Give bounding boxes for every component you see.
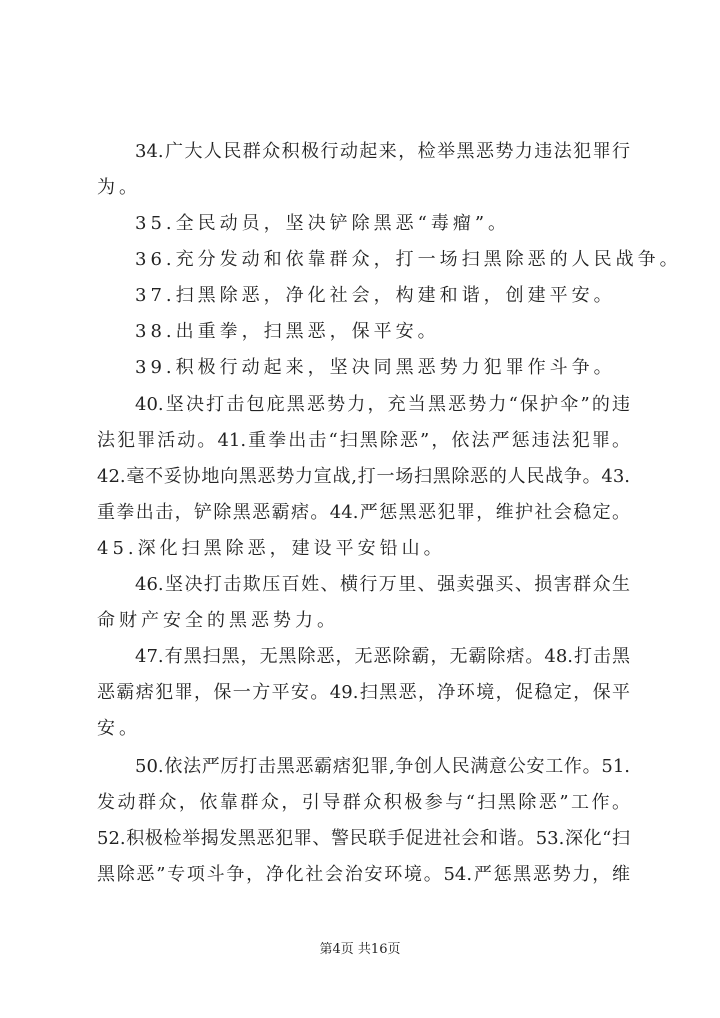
- text-line: 34.广大人民群众积极行动起来，检举黑恶势力违法犯罪行: [135, 141, 630, 162]
- text-line: 46.坚决打击欺压百姓、横行万里、强卖强买、损害群众生: [135, 574, 630, 595]
- text-line: 恶霸痞犯罪，保一方平安。49.扫黑恶，净环境，促稳定，保平: [97, 682, 630, 703]
- text-line: 47.有黑扫黑，无黑除恶，无恶除霸，无霸除痞。48.打击黑: [135, 646, 630, 667]
- text-line: 35.全民动员，坚决铲除黑恶“毒瘤”。: [135, 213, 511, 234]
- text-line: 发动群众，依靠群众，引导群众积极参与“扫黑除恶”工作。: [97, 792, 630, 813]
- text-line: 50.依法严厉打击黑恶霸痞犯罪,争创人民满意公安工作。51.: [135, 756, 630, 777]
- text-line: 52.积极检举揭发黑恶犯罪、警民联手促进社会和谐。53.深化“扫: [97, 828, 630, 849]
- text-line: 38.出重拳，扫黑恶，保平安。: [135, 321, 440, 342]
- text-line: 命财产安全的黑恶势力。: [97, 610, 339, 631]
- text-line: 45.深化扫黑除恶，建设平安铅山。: [97, 538, 446, 559]
- text-line: 36.充分发动和依靠群众，打一场扫黑除恶的人民战争。: [135, 249, 682, 270]
- text-line: 37.扫黑除恶，净化社会，构建和谐，创建平安。: [135, 285, 616, 306]
- text-line: 重拳出击，铲除黑恶霸痞。44.严惩黑恶犯罪，维护社会稳定。: [97, 502, 630, 523]
- text-line: 法犯罪活动。41.重拳出击“扫黑除恶”，依法严惩违法犯罪。: [97, 430, 630, 451]
- text-line: 安。: [97, 718, 141, 739]
- text-line: 40.坚决打击包庇黑恶势力，充当黑恶势力“保护伞”的违: [135, 394, 630, 415]
- page-number: 第4页 共16页: [319, 942, 401, 957]
- text-line: 39.积极行动起来，坚决同黑恶势力犯罪作斗争。: [135, 357, 616, 378]
- text-line: 为。: [97, 177, 141, 198]
- text-line: 黑除恶”专项斗争，净化社会治安环境。54.严惩黑恶势力，维: [97, 864, 630, 885]
- text-line: 42.毫不妥协地向黑恶势力宣战,打一场扫黑除恶的人民战争。43.: [97, 466, 630, 487]
